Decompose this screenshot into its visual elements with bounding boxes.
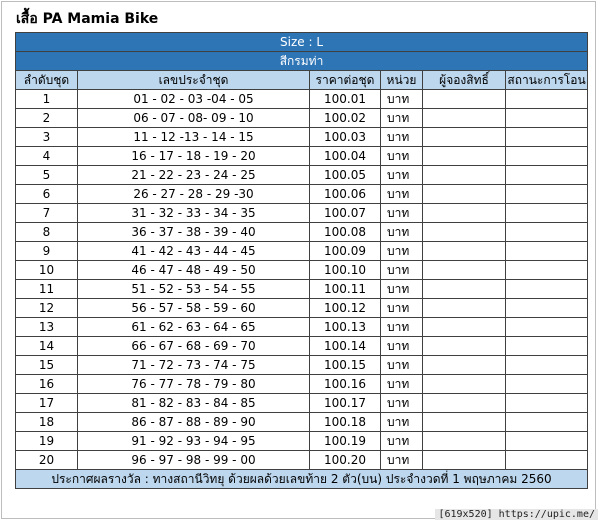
price-cell: 100.12 (310, 299, 381, 318)
reserver-cell (423, 375, 506, 394)
price-cell: 100.11 (310, 280, 381, 299)
reserver-cell (423, 261, 506, 280)
table-row (16, 356, 588, 375)
status-cell (506, 318, 588, 337)
unit-cell: บาท (381, 337, 423, 356)
set-number-cell: 1 (16, 90, 78, 109)
table-row (16, 299, 588, 318)
announcement-footer: ประกาศผลรางวัล : ทางสถานีวิทยุ ด้วยผลด้วยเลขท้าย 2 ตัว(บน) ประจำงวดที่ 1 พฤษภาคม 2560 (16, 470, 588, 489)
unit-cell: บาท (381, 261, 423, 280)
table-row (16, 223, 588, 242)
unit-cell: บาท (381, 432, 423, 451)
unit-cell: บาท (381, 451, 423, 470)
status-cell (506, 413, 588, 432)
table-row (16, 394, 588, 413)
numbers-cell: 11 - 12 -13 - 14 - 15 (78, 128, 310, 147)
table-row (16, 90, 588, 109)
reserver-cell (423, 242, 506, 261)
price-cell: 100.02 (310, 109, 381, 128)
price-cell: 100.19 (310, 432, 381, 451)
numbers-cell: 66 - 67 - 68 - 69 - 70 (78, 337, 310, 356)
status-cell (506, 242, 588, 261)
price-cell: 100.08 (310, 223, 381, 242)
col-header-status: สถานะการโอน (506, 71, 588, 90)
table-row (16, 451, 588, 470)
set-number-cell: 5 (16, 166, 78, 185)
set-number-cell: 15 (16, 356, 78, 375)
unit-cell: บาท (381, 242, 423, 261)
reserver-cell (423, 432, 506, 451)
unit-cell: บาท (381, 223, 423, 242)
col-header-numbers: เลขประจำชุด (78, 71, 310, 90)
reserver-cell (423, 394, 506, 413)
price-cell: 100.03 (310, 128, 381, 147)
reserver-cell (423, 90, 506, 109)
set-number-cell: 13 (16, 318, 78, 337)
status-cell (506, 185, 588, 204)
price-cell: 100.10 (310, 261, 381, 280)
unit-cell: บาท (381, 356, 423, 375)
table-row (16, 432, 588, 451)
col-header-set-no: ลำดับชุด (16, 71, 78, 90)
numbers-cell: 01 - 02 - 03 -04 - 05 (78, 90, 310, 109)
status-cell (506, 280, 588, 299)
reserver-cell (423, 109, 506, 128)
price-cell: 100.01 (310, 90, 381, 109)
numbers-cell: 16 - 17 - 18 - 19 - 20 (78, 147, 310, 166)
color-label: สีกรมท่า (16, 52, 588, 71)
set-number-cell: 7 (16, 204, 78, 223)
table-row (16, 204, 588, 223)
status-cell (506, 337, 588, 356)
price-cell: 100.18 (310, 413, 381, 432)
unit-cell: บาท (381, 90, 423, 109)
set-number-cell: 4 (16, 147, 78, 166)
numbers-cell: 96 - 97 - 98 - 99 - 00 (78, 451, 310, 470)
numbers-cell: 61 - 62 - 63 - 64 - 65 (78, 318, 310, 337)
reservation-table (15, 32, 588, 489)
price-cell: 100.06 (310, 185, 381, 204)
unit-cell: บาท (381, 204, 423, 223)
set-number-cell: 9 (16, 242, 78, 261)
status-cell (506, 394, 588, 413)
reserver-cell (423, 223, 506, 242)
reserver-cell (423, 166, 506, 185)
price-cell: 100.04 (310, 147, 381, 166)
size-label: Size : L (16, 33, 588, 52)
numbers-cell: 71 - 72 - 73 - 74 - 75 (78, 356, 310, 375)
table-row (16, 185, 588, 204)
table-row (16, 337, 588, 356)
table-row (16, 318, 588, 337)
price-cell: 100.07 (310, 204, 381, 223)
page-title: เสื้อ PA Mamia Bike (16, 11, 159, 27)
unit-cell: บาท (381, 185, 423, 204)
status-cell (506, 432, 588, 451)
set-number-cell: 19 (16, 432, 78, 451)
price-cell: 100.20 (310, 451, 381, 470)
price-cell: 100.09 (310, 242, 381, 261)
table-row (16, 147, 588, 166)
reserver-cell (423, 318, 506, 337)
reserver-cell (423, 128, 506, 147)
reserver-cell (423, 299, 506, 318)
table-row (16, 109, 588, 128)
table-row (16, 375, 588, 394)
set-number-cell: 11 (16, 280, 78, 299)
table-row (16, 242, 588, 261)
status-cell (506, 299, 588, 318)
unit-cell: บาท (381, 280, 423, 299)
unit-cell: บาท (381, 318, 423, 337)
unit-cell: บาท (381, 109, 423, 128)
reserver-cell (423, 356, 506, 375)
set-number-cell: 17 (16, 394, 78, 413)
reserver-cell (423, 185, 506, 204)
set-number-cell: 16 (16, 375, 78, 394)
unit-cell: บาท (381, 147, 423, 166)
set-number-cell: 6 (16, 185, 78, 204)
reserver-cell (423, 147, 506, 166)
image-watermark: [619x520] https://upic.me/ (435, 509, 598, 520)
set-number-cell: 14 (16, 337, 78, 356)
set-number-cell: 10 (16, 261, 78, 280)
numbers-cell: 31 - 32 - 33 - 34 - 35 (78, 204, 310, 223)
status-cell (506, 166, 588, 185)
status-cell (506, 147, 588, 166)
numbers-cell: 36 - 37 - 38 - 39 - 40 (78, 223, 310, 242)
table-row (16, 261, 588, 280)
unit-cell: บาท (381, 128, 423, 147)
price-cell: 100.16 (310, 375, 381, 394)
numbers-cell: 06 - 07 - 08- 09 - 10 (78, 109, 310, 128)
unit-cell: บาท (381, 375, 423, 394)
price-cell: 100.15 (310, 356, 381, 375)
price-cell: 100.05 (310, 166, 381, 185)
set-number-cell: 18 (16, 413, 78, 432)
table-row (16, 280, 588, 299)
numbers-cell: 21 - 22 - 23 - 24 - 25 (78, 166, 310, 185)
table-row (16, 166, 588, 185)
reserver-cell (423, 337, 506, 356)
reserver-cell (423, 280, 506, 299)
set-number-cell: 20 (16, 451, 78, 470)
set-number-cell: 3 (16, 128, 78, 147)
numbers-cell: 26 - 27 - 28 - 29 -30 (78, 185, 310, 204)
status-cell (506, 261, 588, 280)
col-header-price: ราคาต่อชุด (310, 71, 381, 90)
price-cell: 100.14 (310, 337, 381, 356)
numbers-cell: 41 - 42 - 43 - 44 - 45 (78, 242, 310, 261)
unit-cell: บาท (381, 299, 423, 318)
col-header-unit: หน่วย (381, 71, 423, 90)
set-number-cell: 2 (16, 109, 78, 128)
numbers-cell: 81 - 82 - 83 - 84 - 85 (78, 394, 310, 413)
table-row (16, 413, 588, 432)
unit-cell: บาท (381, 166, 423, 185)
set-number-cell: 12 (16, 299, 78, 318)
numbers-cell: 76 - 77 - 78 - 79 - 80 (78, 375, 310, 394)
status-cell (506, 128, 588, 147)
reserver-cell (423, 413, 506, 432)
set-number-cell: 8 (16, 223, 78, 242)
status-cell (506, 356, 588, 375)
numbers-cell: 46 - 47 - 48 - 49 - 50 (78, 261, 310, 280)
status-cell (506, 109, 588, 128)
price-cell: 100.13 (310, 318, 381, 337)
reserver-cell (423, 204, 506, 223)
status-cell (506, 90, 588, 109)
status-cell (506, 204, 588, 223)
numbers-cell: 86 - 87 - 88 - 89 - 90 (78, 413, 310, 432)
numbers-cell: 91 - 92 - 93 - 94 - 95 (78, 432, 310, 451)
unit-cell: บาท (381, 394, 423, 413)
status-cell (506, 451, 588, 470)
numbers-cell: 56 - 57 - 58 - 59 - 60 (78, 299, 310, 318)
table-row (16, 128, 588, 147)
status-cell (506, 375, 588, 394)
numbers-cell: 51 - 52 - 53 - 54 - 55 (78, 280, 310, 299)
price-cell: 100.17 (310, 394, 381, 413)
reserver-cell (423, 451, 506, 470)
col-header-reserver: ผู้จองสิทธิ์ (423, 71, 506, 90)
unit-cell: บาท (381, 413, 423, 432)
status-cell (506, 223, 588, 242)
